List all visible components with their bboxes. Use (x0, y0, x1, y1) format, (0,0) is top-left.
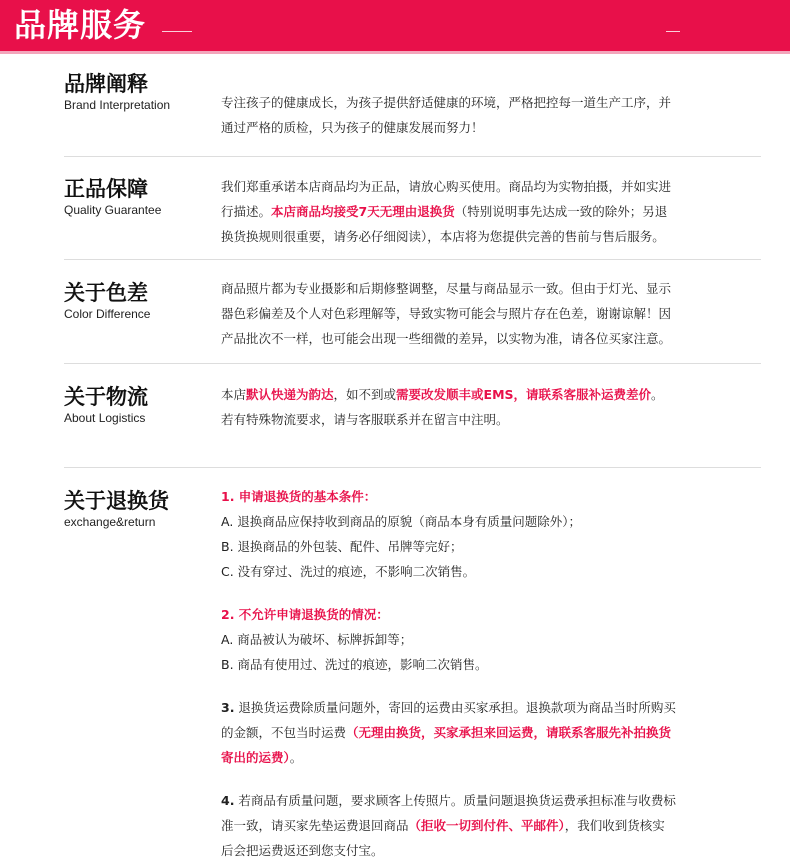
body-line: 商品照片都为专业摄影和后期修整调整，尽量与商品显示一致。但由于灯光、显示 (221, 281, 672, 296)
body-line: 本店默认快递为韵达，如不到或需要改发顺丰或EMS，请联系客服补运费差价。 (221, 387, 664, 402)
body-line: 通过严格的质检，只为孩子的健康发展而努力！ (221, 120, 484, 135)
highlight-text: 默认快递为韵达 (246, 387, 334, 402)
body-line: 若有特殊物流要求，请与客服联系并在留言中注明。 (221, 412, 509, 427)
rule-line: 的金额，不包当时运费（无理由换货，买家承担来回运费，请联系客服先补拍换货 (221, 725, 672, 740)
body-line: 换货换规则很重要，请务必仔细阅读），本店将为您提供完善的售前与售后服务。 (221, 229, 665, 244)
header-decor-line (162, 31, 192, 32)
section-title: 关于退换货 (64, 489, 169, 513)
highlight-text: 寄出的运费） (221, 750, 290, 765)
divider (64, 363, 761, 364)
header-decor-line (666, 31, 680, 32)
rule-heading: 1. 申请退换货的基本条件： (221, 489, 377, 504)
section-title: 正品保障 (64, 177, 148, 201)
section-title: 关于物流 (64, 385, 148, 409)
section-subtitle: exchange&return (64, 515, 156, 529)
highlight-text: 需要改发顺丰或EMS，请联系客服补运费差价 (396, 387, 652, 402)
section-subtitle: Brand Interpretation (64, 98, 171, 112)
section-body (221, 484, 741, 863)
section-body (221, 174, 741, 249)
rule-line: 4. 若商品有质量问题，要求顾客上传照片。质量问题退换货运费承担标准与收费标 (221, 793, 676, 808)
rule-line: 后会把运费返还到您支付宝。 (221, 843, 384, 858)
highlight-text: （无理由换货，买家承担来回运费，请联系客服先补拍换货 (346, 725, 672, 740)
rule-item: A. 退换商品应保持收到商品的原貌（商品本身有质量问题除外）； (221, 514, 582, 529)
body-line: 产品批次不一样，也可能会出现一些细微的差异，以实物为准，请各位买家注意。 (221, 331, 672, 346)
rule-line: 准一致，请买家先垫运费退回商品（拒收一切到付件、平邮件），我们收到货核实 (221, 818, 665, 833)
section-subtitle: About Logistics (64, 411, 146, 425)
header-title: 品牌服务 (14, 6, 147, 44)
rule-line: 寄出的运费）。 (221, 750, 303, 765)
body-line: 我们郑重承诺本店商品均为正品，请放心购买使用。商品均为实物拍摄，并如实进 (221, 179, 672, 194)
section-subtitle: Quality Guarantee (64, 203, 162, 217)
body-line: 行描述。本店商品均接受7天无理由退换货（特别说明事先达成一致的除外；另退 (221, 204, 668, 219)
page-header (0, 0, 790, 54)
highlight-text: （拒收一切到付件、平邮件） (408, 818, 565, 833)
rule-item: B. 商品有使用过、洗过的痕迹，影响二次销售。 (221, 657, 488, 672)
rule-heading: 2. 不允许申请退换货的情况： (221, 607, 389, 622)
section-body (221, 90, 741, 140)
section-body (221, 276, 741, 351)
divider (64, 156, 761, 157)
body-line: 器色彩偏差及个人对色彩理解等，导致实物可能会与照片存在色差，谢谢谅解！因 (221, 306, 672, 321)
rule-item: B. 退换商品的外包装、配件、吊牌等完好； (221, 539, 463, 554)
body-line: 专注孩子的健康成长，为孩子提供舒适健康的环境，严格把控每一道生产工序，并 (221, 95, 672, 110)
rule-item: A. 商品被认为破坏、标牌拆卸等； (221, 632, 413, 647)
rule-item: C. 没有穿过、洗过的痕迹，不影响二次销售。 (221, 564, 476, 579)
divider (64, 259, 761, 260)
section-body (221, 382, 741, 432)
highlight-text: 本店商品均接受7天无理由退换货 (271, 204, 455, 219)
section-title: 关于色差 (64, 281, 148, 305)
rule-line: 3. 退换货运费除质量问题外，寄回的运费由买家承担。退换款项为商品当时所购买 (221, 700, 676, 715)
section-subtitle: Color Difference (64, 307, 151, 321)
divider (64, 467, 761, 468)
section-title: 品牌阐释 (64, 72, 148, 96)
